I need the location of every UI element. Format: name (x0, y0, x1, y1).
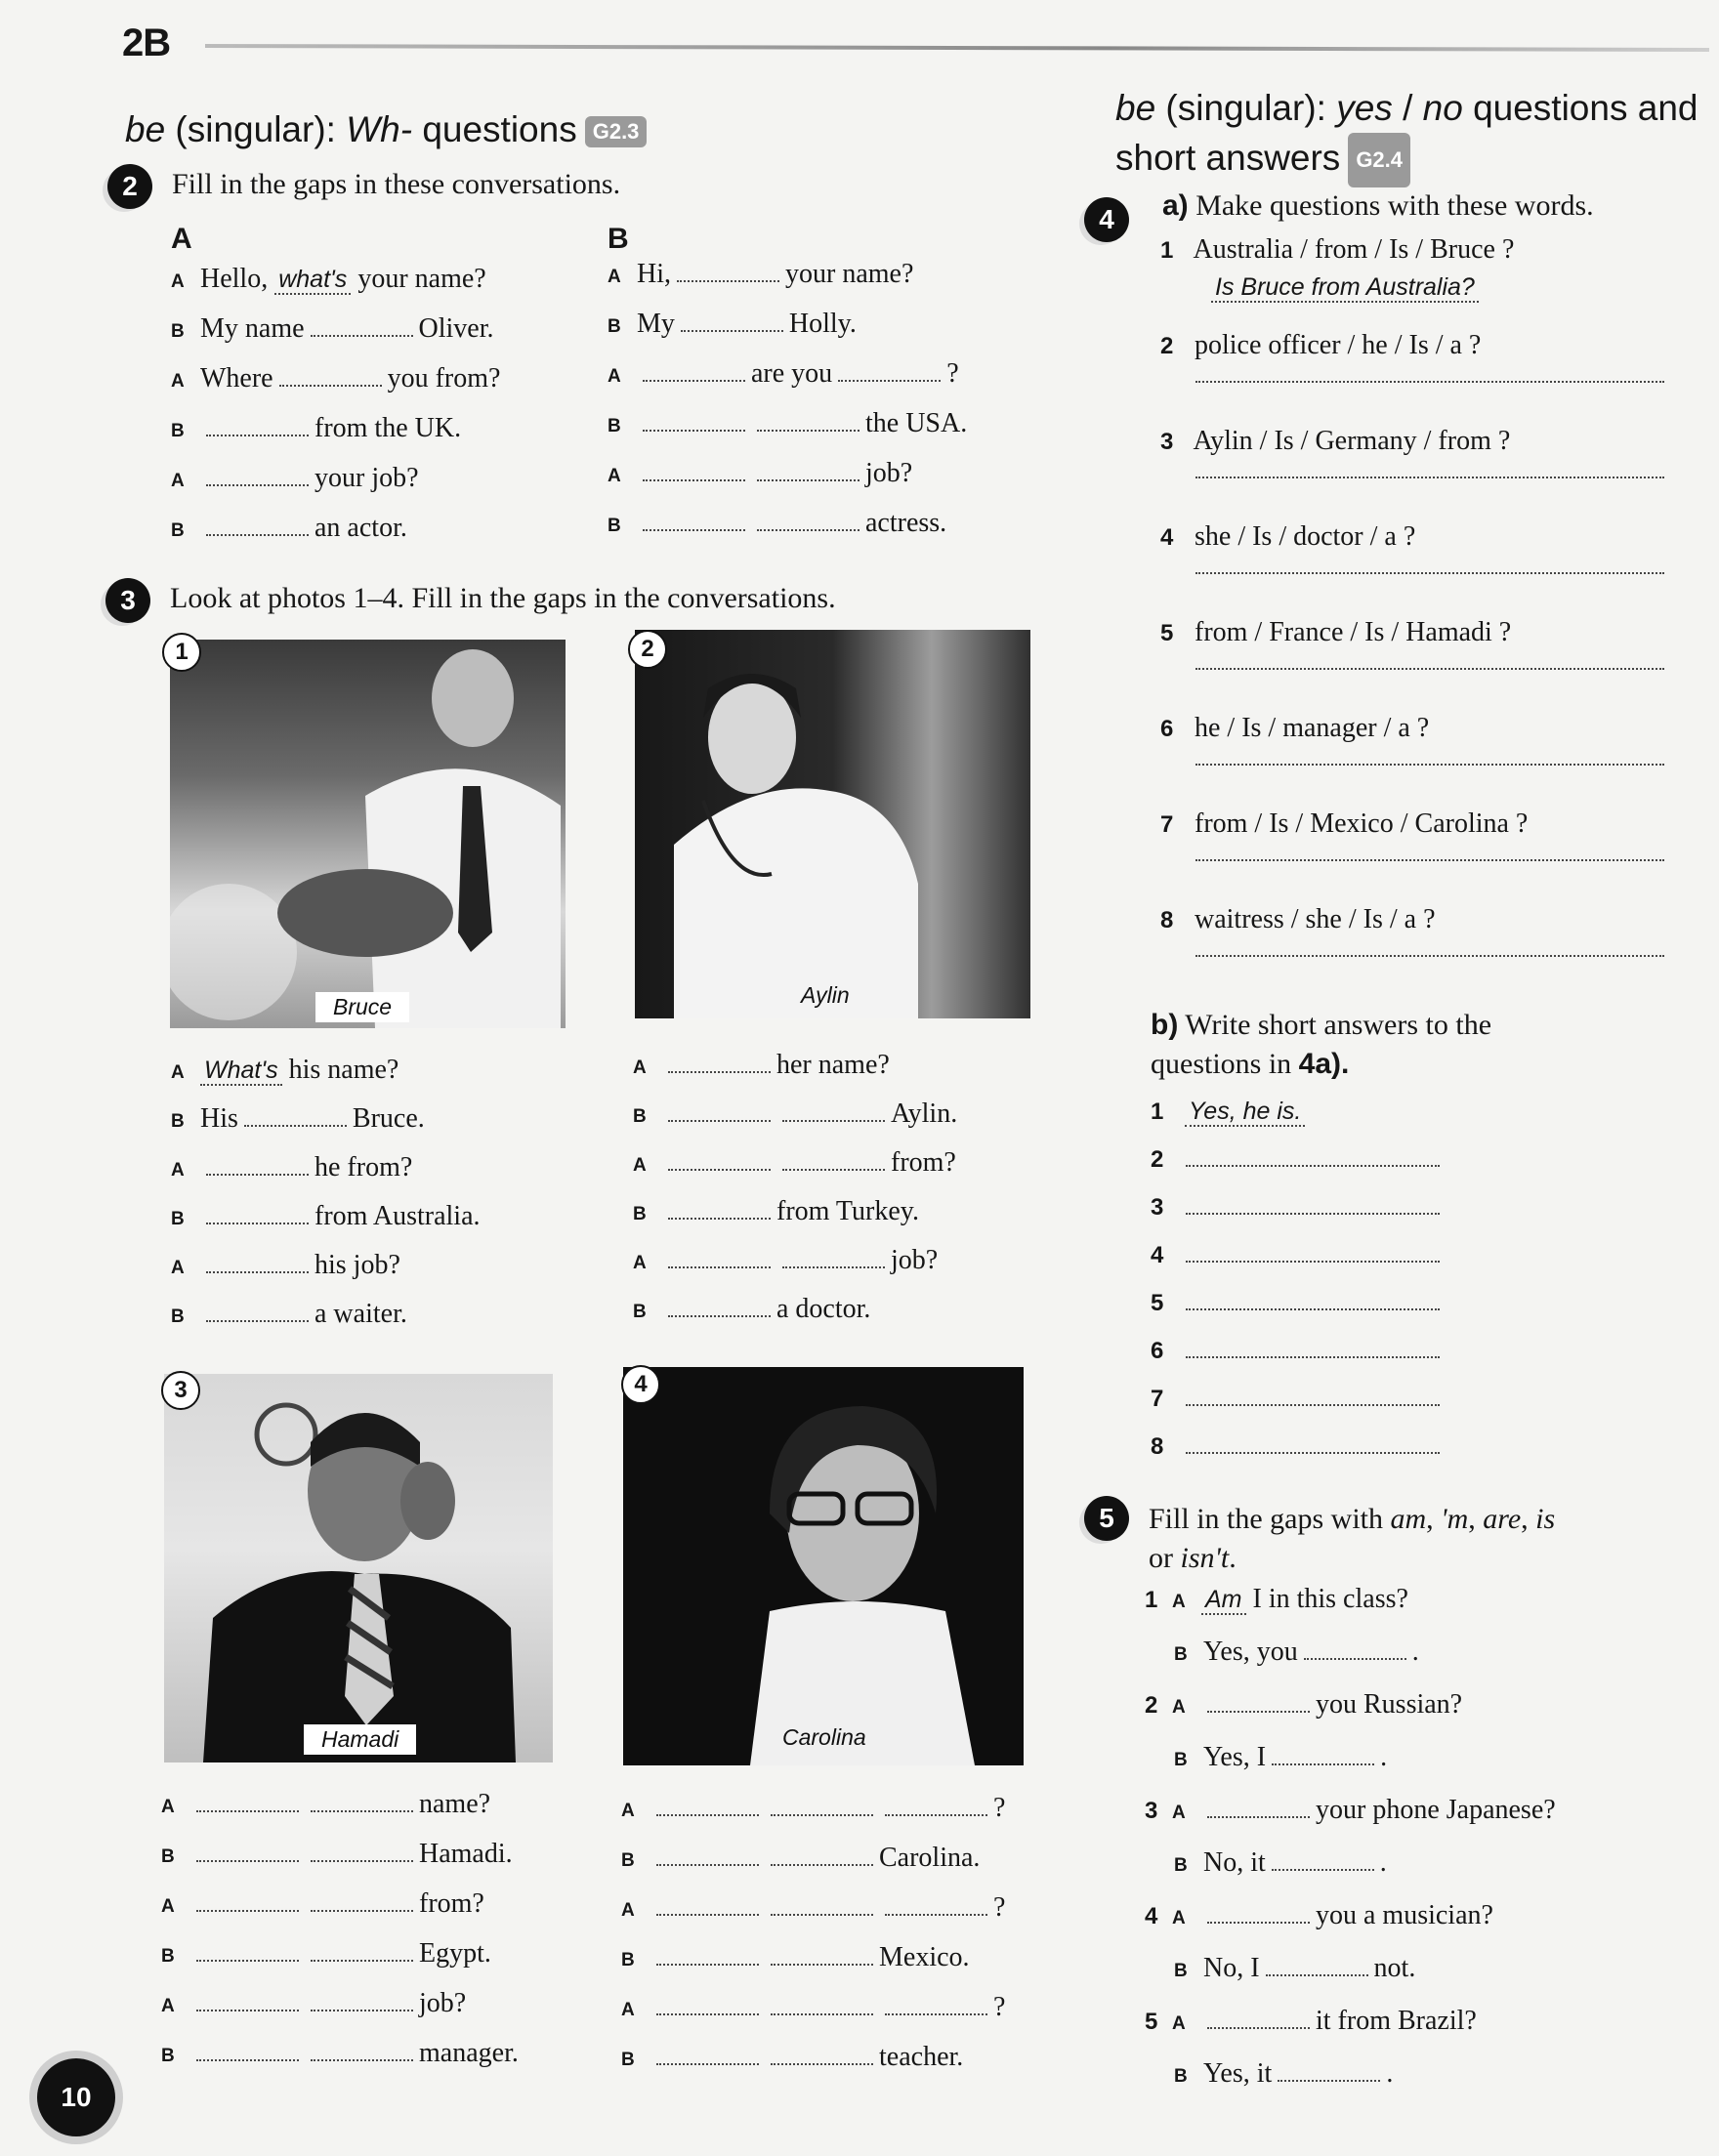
blank-gap[interactable] (196, 1942, 299, 1962)
ex5-line: 3 A your phone Japanese? (1145, 1795, 1556, 1825)
blank-gap[interactable] (757, 412, 860, 432)
photo-number-2: 2 (628, 630, 667, 669)
dialogue-line: B My Holly. (608, 309, 857, 339)
photo-bruce (170, 640, 566, 1028)
blank-gap[interactable] (771, 2046, 873, 2065)
blank-gap[interactable] (782, 1249, 885, 1268)
blank-gap[interactable] (311, 2042, 413, 2061)
conversation-a (171, 264, 500, 562)
answer-line[interactable] (1186, 1147, 1440, 1167)
example-answer: Yes, he is. (1185, 1098, 1305, 1127)
exercise-number-3: 3 (105, 578, 150, 623)
blank-gap[interactable] (311, 1793, 413, 1812)
exercise-3-instruction: Look at photos 1–4. Fill in the gaps in the conversations. (170, 582, 836, 614)
dialogue-line: A ? (621, 1892, 1006, 1923)
blank-gap[interactable] (311, 1892, 413, 1912)
short-answer-list (1151, 1096, 1440, 1478)
question-item: 2 police officer / he / Is / a ? (1160, 330, 1664, 426)
dialogue-line: B manager. (161, 2038, 519, 2068)
blank-gap[interactable] (196, 1892, 299, 1912)
conversation-2 (633, 1050, 957, 1343)
exercise-2-instruction: Fill in the gaps in these conversations. (172, 168, 621, 200)
blank-gap[interactable] (656, 1797, 759, 1816)
column-a-header: A (171, 223, 192, 255)
photo-caption-carolina: Carolina (776, 1724, 872, 1751)
dialogue-line: B the USA. (608, 408, 968, 438)
answer-line[interactable] (1186, 1339, 1440, 1358)
blank-gap[interactable] (279, 367, 382, 387)
photo-number-1: 1 (162, 633, 201, 672)
dialogue-line: A Hi, your name? (608, 259, 914, 289)
short-answer-item: 4 (1151, 1239, 1440, 1287)
dialogue-line: A ? (621, 1793, 1006, 1823)
dialogue-line: A Where you from? (171, 363, 501, 394)
answer-line[interactable] (1195, 361, 1664, 383)
blank-gap[interactable] (656, 2046, 759, 2065)
dialogue-line: B from Australia. (171, 1201, 481, 1231)
blank-gap[interactable] (643, 462, 745, 481)
dialogue-line: B actress. (608, 508, 947, 538)
ex5-line: 1 A Am I in this class? (1145, 1584, 1408, 1614)
dialogue-line: A from? (633, 1147, 956, 1178)
question-item: 3 Aylin / Is / Germany / from ? (1160, 426, 1664, 521)
blank-gap[interactable] (1207, 1904, 1310, 1924)
blank-gap[interactable] (311, 317, 413, 337)
blank-gap[interactable] (206, 417, 309, 436)
short-answer-item: 5 (1151, 1287, 1440, 1335)
photo-carolina (623, 1367, 1024, 1765)
dialogue-line: B Hamadi. (161, 1839, 513, 1869)
ex5-line: 2 A you Russian? (1145, 1689, 1463, 1720)
blank-gap[interactable] (677, 263, 779, 282)
blank-gap[interactable] (1278, 2062, 1380, 2082)
photo-number-4: 4 (621, 1365, 660, 1404)
answer-line[interactable] (1186, 1291, 1440, 1310)
question-item: 7 from / Is / Mexico / Carolina ? (1160, 808, 1664, 904)
answer-line[interactable] (1195, 935, 1664, 957)
blank-gap[interactable] (206, 1254, 309, 1273)
blank-gap[interactable] (1272, 1851, 1374, 1871)
blank-gap[interactable] (757, 462, 860, 481)
exercise-number-2: 2 (107, 164, 152, 209)
photo-number-3: 3 (161, 1371, 200, 1410)
exercise-number-4: 4 (1084, 197, 1129, 242)
blank-gap[interactable] (643, 362, 745, 382)
dialogue-line: B Mexico. (621, 1942, 970, 1972)
dialogue-line: A job? (608, 458, 913, 488)
conversation-3 (161, 1789, 519, 2088)
grammar-ref-badge: G2.4 (1348, 133, 1410, 187)
blank-gap[interactable] (1207, 1799, 1310, 1818)
blank-gap[interactable] (1207, 1693, 1310, 1713)
conversation-4 (621, 1793, 1005, 2092)
blank-gap[interactable] (196, 1843, 299, 1862)
blank-gap[interactable] (311, 1942, 413, 1962)
blank-gap[interactable] (771, 1846, 873, 1866)
blank-gap[interactable] (668, 1151, 771, 1171)
dialogue-line: B Egypt. (161, 1938, 491, 1969)
photo-caption-hamadi: Hamadi (304, 1724, 416, 1755)
blank-gap[interactable] (681, 312, 783, 332)
short-answer-item: 7 (1151, 1383, 1440, 1430)
ex5-line: B No, I not. (1174, 1953, 1416, 1983)
blank-gap[interactable] (885, 1797, 987, 1816)
blank-gap[interactable] (782, 1102, 885, 1122)
photo-caption-bruce: Bruce (315, 992, 409, 1022)
ex5-line: B Yes, I . (1174, 1742, 1388, 1772)
grammar-ref-badge: G2.3 (585, 116, 648, 147)
short-answer-item: 6 (1151, 1335, 1440, 1383)
ex5-line: B Yes, it . (1174, 2058, 1394, 2089)
conversation-b (608, 259, 967, 558)
blank-gap[interactable] (668, 1102, 771, 1122)
dialogue-line: A job? (161, 1988, 467, 2018)
example-answer: Is Bruce from Australia? (1211, 273, 1479, 303)
example-answer: What's (200, 1057, 282, 1086)
dialogue-line: A job? (633, 1245, 939, 1275)
exercise-5-items (1145, 1584, 1556, 2111)
answer-line[interactable] (1186, 1387, 1440, 1406)
blank-gap[interactable] (771, 1797, 873, 1816)
left-heading: be (singular): Wh- questions G2.3 (125, 109, 647, 150)
answer-line[interactable] (1195, 457, 1664, 478)
blank-gap[interactable] (244, 1107, 347, 1127)
blank-gap[interactable] (668, 1200, 771, 1220)
blank-gap[interactable] (206, 517, 309, 536)
conversation-1 (171, 1055, 481, 1348)
blank-gap[interactable] (196, 2042, 299, 2061)
blank-gap[interactable] (1272, 1746, 1374, 1765)
question-item: 4 she / Is / doctor / a ? (1160, 521, 1664, 617)
exercise-4a-instruction: a) Make questions with these words. (1162, 189, 1594, 222)
blank-gap[interactable] (196, 1793, 299, 1812)
exercise-number-5: 5 (1084, 1496, 1129, 1541)
right-heading: be (singular): yes / no questions and short answers G2.4 (1115, 84, 1698, 187)
blank-gap[interactable] (196, 1992, 299, 2011)
question-item: 8 waitress / she / Is / a ? (1160, 904, 1664, 1000)
blank-gap[interactable] (885, 1996, 987, 2015)
answer-line[interactable] (1195, 553, 1664, 574)
blank-gap[interactable] (1304, 1640, 1406, 1660)
dialogue-line: B from Turkey. (633, 1196, 919, 1226)
blank-gap[interactable] (311, 1992, 413, 2011)
question-item: 6 he / Is / manager / a ? (1160, 713, 1664, 808)
blank-gap[interactable] (206, 1205, 309, 1224)
blank-gap[interactable] (838, 362, 941, 382)
ex5-line: 5 A it from Brazil? (1145, 2006, 1477, 2036)
blank-gap[interactable] (643, 412, 745, 432)
dialogue-line: A from? (161, 1888, 484, 1919)
blank-gap[interactable] (656, 1846, 759, 1866)
dialogue-line: B My name Oliver. (171, 313, 494, 344)
short-answer-item: 3 (1151, 1191, 1440, 1239)
dialogue-line: B teacher. (621, 2042, 964, 2072)
dialogue-line: B Carolina. (621, 1843, 981, 1873)
dialogue-line: B a doctor. (633, 1294, 871, 1324)
dialogue-line: A are you ? (608, 358, 959, 389)
blank-gap[interactable] (757, 512, 860, 531)
question-item: 1 Australia / from / Is / Bruce ? Is Bruce from Australia? (1160, 234, 1515, 301)
dialogue-line: B a waiter. (171, 1299, 407, 1329)
ex5-line: 4 A you a musician? (1145, 1900, 1493, 1930)
blank-gap[interactable] (206, 1303, 309, 1322)
header-rule (205, 44, 1709, 52)
question-list (1160, 234, 1664, 1000)
blank-gap[interactable] (771, 1896, 873, 1916)
question-item: 5 from / France / Is / Hamadi ? (1160, 617, 1664, 713)
answer-line[interactable] (1195, 648, 1664, 670)
short-answer-item: 8 (1151, 1430, 1440, 1478)
manager-illustration (164, 1374, 553, 1762)
blank-gap[interactable] (782, 1151, 885, 1171)
dialogue-line: A his job? (171, 1250, 400, 1280)
short-answer-item: 2 (1151, 1143, 1440, 1191)
dialogue-line: B an actor. (171, 513, 407, 543)
dialogue-line: A name? (161, 1789, 491, 1819)
blank-gap[interactable] (885, 1896, 987, 1916)
dialogue-line: A your job? (171, 463, 419, 493)
dialogue-line: A ? (621, 1992, 1006, 2022)
blank-gap[interactable] (668, 1249, 771, 1268)
answer-line[interactable] (1186, 1195, 1440, 1215)
answer-line[interactable] (1186, 1434, 1440, 1454)
photo-caption-aylin: Aylin (801, 982, 850, 1008)
column-b-header: B (608, 223, 629, 255)
dialogue-line: B His Bruce. (171, 1103, 425, 1134)
page-number: 10 (37, 2058, 115, 2136)
dialogue-line: A her name? (633, 1050, 890, 1080)
blank-gap[interactable] (206, 467, 309, 486)
blank-gap[interactable] (771, 1996, 873, 2015)
teacher-illustration (623, 1367, 1024, 1765)
blank-gap[interactable] (668, 1054, 771, 1073)
dialogue-line: B Aylin. (633, 1099, 958, 1129)
example-answer: what's (274, 266, 351, 295)
exercise-4b-instruction: b) Write short answers to the questions in 4a). (1151, 1009, 1492, 1080)
dialogue-line: A Hello, what's your name? (171, 264, 486, 294)
blank-gap[interactable] (656, 1896, 759, 1916)
ex5-line: B Yes, you . (1174, 1637, 1419, 1667)
photo-aylin (635, 630, 1030, 1018)
blank-gap[interactable] (643, 512, 745, 531)
blank-gap[interactable] (206, 1156, 309, 1176)
answer-line[interactable] (1186, 1243, 1440, 1263)
blank-gap[interactable] (656, 1946, 759, 1966)
doctor-illustration (635, 630, 1030, 1018)
dialogue-line: A he from? (171, 1152, 413, 1182)
dialogue-line: A What's his name? (171, 1055, 399, 1085)
example-answer: Am (1201, 1586, 1246, 1615)
blank-gap[interactable] (771, 1946, 873, 1966)
blank-gap[interactable] (668, 1298, 771, 1317)
answer-line[interactable] (1195, 840, 1664, 861)
blank-gap[interactable] (1207, 2010, 1310, 2029)
dialogue-line: B from the UK. (171, 413, 462, 443)
exercise-5-instruction: Fill in the gaps with am, 'm, are, is or isn't. (1149, 1503, 1556, 1574)
short-answer-item: 1 Yes, he is. (1151, 1096, 1440, 1143)
blank-gap[interactable] (1266, 1957, 1368, 1976)
blank-gap[interactable] (656, 1996, 759, 2015)
unit-label: 2B (122, 21, 171, 64)
photo-hamadi (164, 1374, 553, 1762)
ex5-line: B No, it . (1174, 1847, 1387, 1878)
waiter-illustration (170, 640, 566, 1028)
blank-gap[interactable] (311, 1843, 413, 1862)
answer-line[interactable] (1195, 744, 1664, 766)
